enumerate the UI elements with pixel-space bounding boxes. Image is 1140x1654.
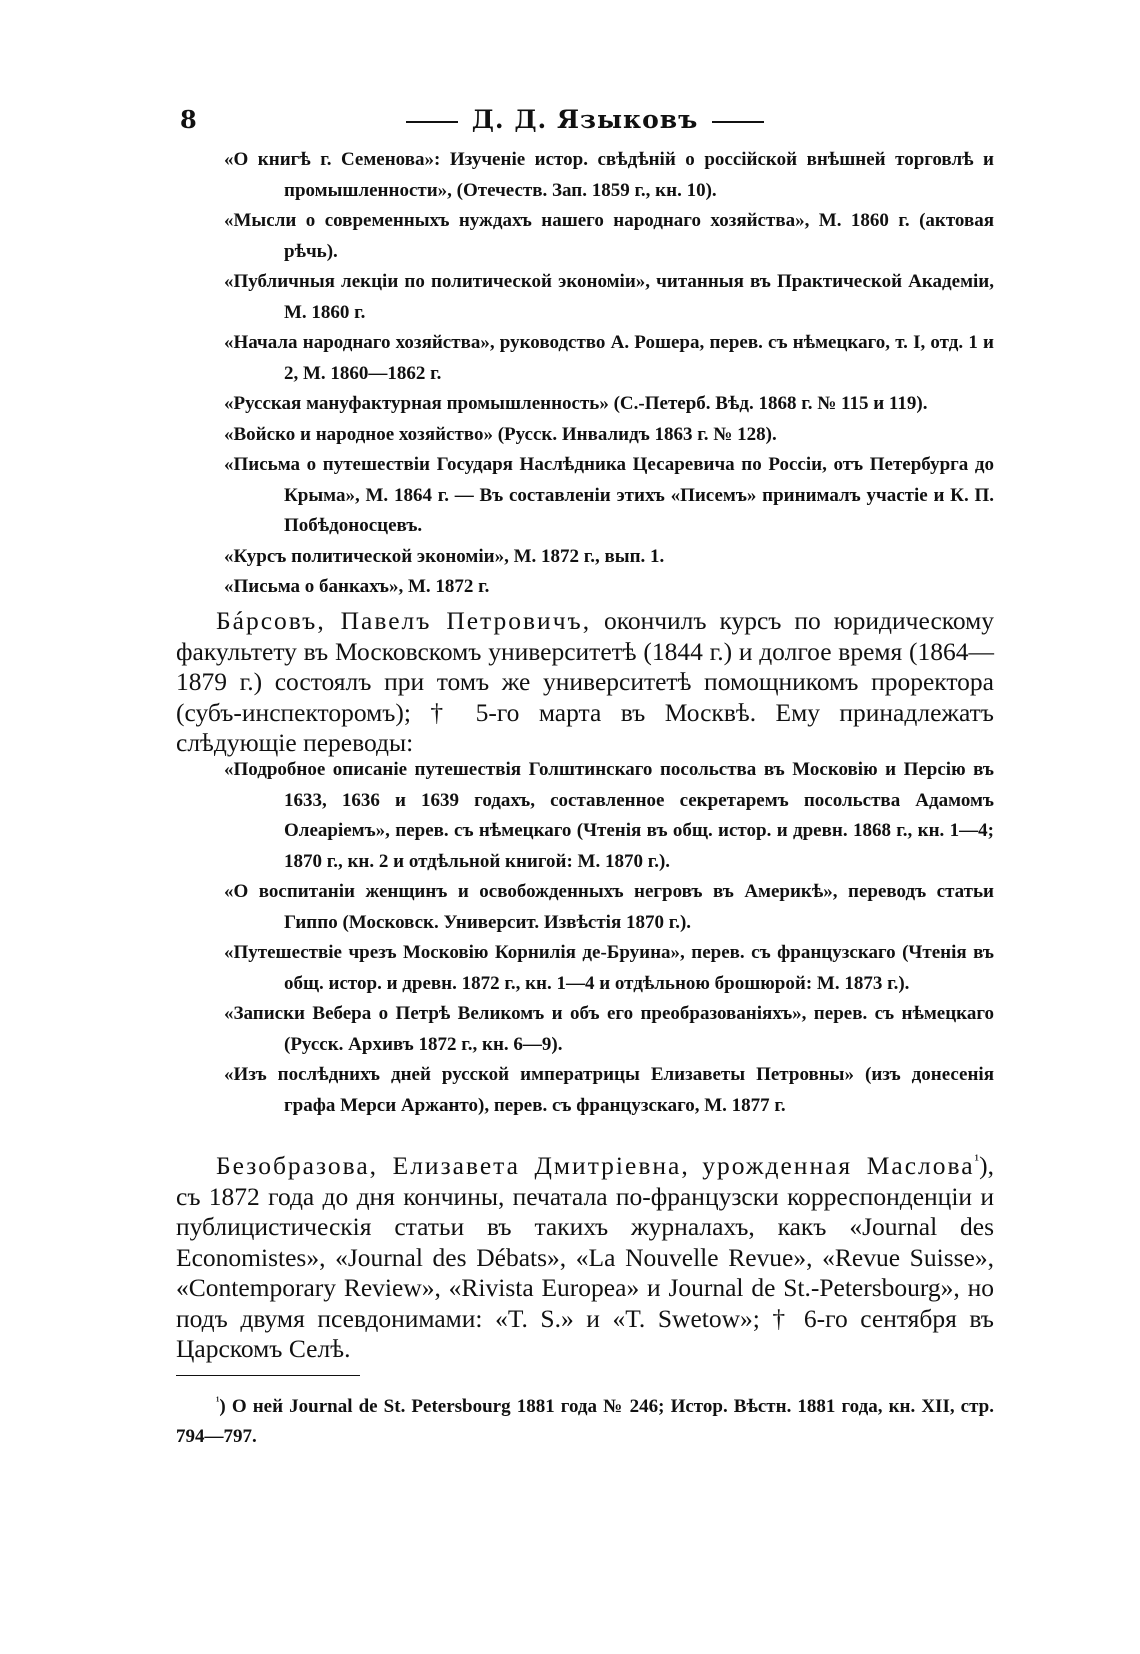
entry-barsov-name: Бáрсовъ, Павелъ Петровичъ, <box>216 606 592 635</box>
entry-bezobrazova-text: ), съ 1872 года до дня кончины, печатала по-французски корреспонденціи и публицистическія статьи въ такихъ журналахъ, какъ «Journal des Economistes», «Journal des Débats», «La Nouvelle Revue», «Revue Suisse», «Contemporary Review», «Rivista Europea» и Journal de St.-Petersbourg», но подъ двумя псевдонимами: «T. S.» и «T. Swetow»; † 6-го сентября въ Царскомъ Селѣ. <box>176 1151 994 1363</box>
list-item: «Начала народнаго хозяйства», руководство А. Рошера, перев. съ нѣмецкаго, т. I, отд. 1 и 2, М. 1860—1862 г. <box>224 332 994 384</box>
list-item: «О книгѣ г. Семенова»: Изученіе истор. свѣдѣній о россійской внѣшней торговлѣ и промышленности», (Отечеств. Зап. 1859 г., кн. 10). <box>224 149 994 201</box>
running-title <box>180 105 990 134</box>
page-header <box>180 105 990 137</box>
title-rule-left <box>406 121 458 123</box>
list-item: «Письма о банкахъ», М. 1872 г. <box>224 576 490 597</box>
footnote-text: ) О ней Journal de St. Petersbourg 1881 года № 246; Истор. Вѣстн. 1881 года, кн. XII, стр. 794—797. <box>176 1396 994 1447</box>
list-item: «Письма о путешествіи Государя Наслѣдника Цесаревича по Россіи, отъ Петербурга до Крыма», М. 1864 г. — Въ составленіи этихъ «Писемъ» принималъ участіе и К. П. Побѣдоносцевъ. <box>224 454 994 536</box>
footnote-ref[interactable]: ¹ <box>974 1151 980 1169</box>
entry-barsov <box>176 606 994 759</box>
page-number: 8 <box>180 105 197 134</box>
list-item: «Публичныя лекціи по политической экономіи», читанныя въ Практической Академіи, М. 1860 г. <box>224 271 994 323</box>
running-title-text: Д. Д. Языковъ <box>471 105 699 134</box>
list-item: «Путешествіе чрезъ Московію Корнилія де-Бруина», перев. съ французскаго (Чтенія въ общ. истор. и древн. 1872 г., кн. 1—4 и отдѣльною брошюрой: М. 1873 г.). <box>224 942 994 994</box>
entry-bezobrazova-name-rest: урожденная Маслова <box>702 1151 975 1180</box>
entry-bezobrazova-name: Безобразова, Елизавета Дмитріевна, <box>216 1151 690 1180</box>
title-rule-right <box>712 121 764 123</box>
works-list-yazykov <box>224 145 994 603</box>
list-item: «Записки Вебера о Петрѣ Великомъ и объ его преобразованіяхъ», перев. съ нѣмецкаго (Русск. Архивъ 1872 г., кн. 6—9). <box>224 1003 994 1055</box>
footnote-marker: ¹ <box>216 1395 220 1408</box>
list-item: «Изъ послѣднихъ дней русской императрицы Елизаветы Петровны» (изъ донесенія графа Мерси Аржанто), перев. съ французскаго, М. 1877 г. <box>224 1064 994 1116</box>
list-item: «Курсъ политической экономіи», М. 1872 г., вып. 1. <box>224 545 665 567</box>
footnote-divider <box>176 1375 360 1376</box>
list-item: «О воспитаніи женщинъ и освобожденныхъ негровъ въ Америкѣ», переводъ статьи Гиппо (Московск. Университ. Извѣстія 1870 г.). <box>224 881 994 933</box>
entry-bezobrazova <box>176 1151 994 1365</box>
list-item: «Русская мануфактурная промышленность» (С.-Петерб. Вѣд. 1868 г. № 115 и 119). <box>224 393 928 414</box>
list-item: «Подробное описаніе путешествія Голштинскаго посольства въ Московію и Персію въ 1633, 1636 и 1639 годахъ, составленное секретаремъ посольства Адамомъ Олеаріемъ», перев. съ нѣмецкаго (Чтенія въ общ. истор. и древн. 1868 г., кн. 1—4; 1870 г., кн. 2 и отдѣльной книгой: М. 1870 г.). <box>224 759 994 872</box>
list-item: «Мысли о современныхъ нуждахъ нашего народнаго хозяйства», М. 1860 г. (актовая рѣчь). <box>224 210 994 262</box>
list-item: «Войско и народное хозяйство» (Русск. Инвалидъ 1863 г. № 128). <box>224 423 777 445</box>
footnote <box>176 1392 994 1452</box>
works-list-barsov <box>224 755 994 1121</box>
entry-barsov-text: окончилъ курсъ по юридическому факультету въ Московскомъ университетѣ (1844 г.) и долгое время (1864—1879 г.) состоялъ при томъ же университетѣ помощникомъ проректора (субъ-инспекторомъ); † 5-го марта въ Москвѣ. Ему принадлежатъ слѣдующіе переводы: <box>176 606 995 757</box>
